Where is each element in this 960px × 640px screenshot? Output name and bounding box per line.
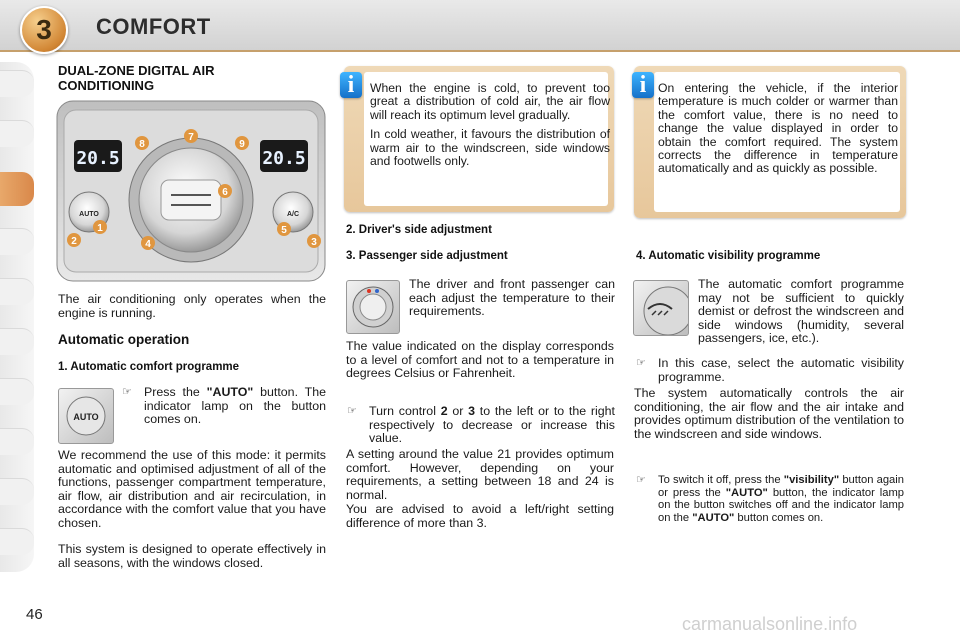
auto-thumb-label: AUTO [73, 412, 99, 422]
info-cold-engine-text [370, 82, 610, 168]
controls-text: The system automatically controls the air conditioning, the air flow and the air intake and provides optimum distribution of the ventilation to the windscreen and side windows. [634, 386, 904, 441]
ac-knob-label: A/C [286, 211, 300, 218]
callout-5: 5 [281, 225, 287, 236]
callout-7: 7 [188, 132, 194, 143]
callout-6: 6 [222, 187, 228, 198]
climate-panel-svg [56, 100, 326, 282]
callout-1: 1 [97, 223, 103, 234]
chapter-tab-8[interactable] [0, 428, 34, 455]
seasons-text: This system is designed to operate effectively in all seasons, with the windows closed. [58, 542, 326, 570]
advise-text: You are advised to avoid a left/right setting difference of more than 3. [346, 502, 614, 530]
turn-control-instruction [347, 404, 616, 446]
intro-text: The air conditioning only operates when the engine is running. [58, 292, 326, 320]
info-entering-text: On entering the vehicle, if the interior temperature is much colder or warmer than the comfort value, there is no need to change the value displayed in order to obtain the comfort required. The system corrects the difference in temperature automatically and as quickly as possible. [658, 81, 898, 176]
auto-knob-label: AUTO [79, 211, 99, 218]
chapter-tab-6[interactable] [0, 328, 34, 355]
adjust-text: The driver and front passenger can each adjust the temperature to their requirements. [409, 277, 615, 319]
climate-panel-illustration [56, 100, 326, 282]
callout-4: 4 [145, 239, 151, 250]
auto-button-svg [59, 389, 113, 443]
section-title-line-2: CONDITIONING [58, 78, 155, 93]
sub-heading-2: 2. Driver's side adjustment [346, 224, 492, 236]
turn-control-2: 2 [440, 404, 448, 418]
auto-button-thumbnail [58, 388, 114, 444]
right-temp-readout: 20.5 [262, 148, 306, 169]
recommend-text: We recommend the use of this mode: it permits automatic and optimised adjustment of all of the functions, passenger compartment temperature, air flow, air distribution and air recirculation, in accordance with the comfort value that you have chosen. [58, 448, 326, 530]
chapter-tab-2[interactable] [0, 120, 34, 147]
turn-control-3: 3 [468, 404, 476, 418]
sub-heading-1: 1. Automatic comfort programme [58, 361, 240, 373]
off-visibility-keyword: "visibility" [783, 474, 840, 486]
setting-text: A setting around the value 21 provides optimum comfort. However, depending on your requirements, a setting between 18 and 24 is normal. [346, 447, 614, 502]
select-visibility-instruction [636, 356, 904, 384]
off-auto-keyword: "AUTO" [725, 486, 768, 499]
chapter-tab-7[interactable] [0, 378, 34, 405]
switch-off-instruction [636, 474, 905, 524]
off-text-2: button again or press the [658, 474, 904, 499]
turn-or: or [447, 404, 469, 418]
page-title: COMFORT [96, 14, 211, 39]
off-auto-keyword-2: "AUTO" [692, 511, 735, 524]
not-enough-text: The automatic comfort programme may not be sufficient to quickly demist or defrost the windscreen and side windows (humidity, several passengers, ice, etc.). [698, 277, 904, 346]
callout-3: 3 [311, 237, 317, 248]
hand-pointer-icon: ☞ [122, 386, 132, 398]
section-title-line-1: DUAL-ZONE DIGITAL AIR [58, 63, 215, 78]
chapter-tab-9[interactable] [0, 478, 34, 505]
section-title [58, 63, 214, 93]
turn-pre: Turn control [369, 404, 441, 418]
info-icon: i [632, 72, 654, 98]
operation-title: Automatic operation [58, 332, 190, 347]
left-temp-readout: 20.5 [76, 148, 120, 169]
sub-heading-3: 3. Passenger side adjustment [346, 250, 508, 262]
info-cold-engine-p1: When the engine is cold, to prevent too great a distribution of cold air, the air flow will reach its optimum level gradually. [370, 81, 610, 122]
press-pre: Press the [144, 385, 207, 399]
chapter-tab-10[interactable] [0, 528, 34, 555]
temp-knob-thumbnail [346, 280, 400, 334]
callout-8: 8 [139, 139, 145, 150]
info-box-cold-engine [344, 66, 614, 212]
chapter-badge: 3 [20, 6, 68, 54]
callout-9: 9 [239, 139, 245, 150]
sub-heading-4: 4. Automatic visibility programme [636, 250, 821, 262]
press-post: button. The indicator lamp on the button comes on. [144, 385, 326, 427]
info-box-entering-vehicle [634, 66, 906, 218]
temp-knob-svg [347, 281, 399, 333]
info-icon: i [340, 72, 362, 98]
off-text-4: button comes on. [734, 511, 824, 524]
chapter-tab-5[interactable] [0, 278, 34, 305]
press-auto-keyword: "AUTO" [206, 385, 254, 399]
chapter-tab-3-active[interactable] [0, 172, 34, 206]
page-number: 46 [26, 606, 43, 623]
select-visibility-text: In this case, select the automatic visibility programme. [658, 356, 904, 384]
hand-pointer-icon: ☞ [636, 357, 646, 369]
turn-post: to the left or to the right respectively to decrease or increase this value. [369, 404, 616, 446]
off-text-1: To switch it off, press the [658, 474, 784, 486]
watermark: carmanualsonline.info [682, 614, 858, 634]
hand-pointer-icon: ☞ [636, 474, 646, 486]
visibility-button-thumbnail [633, 280, 689, 336]
chapter-tab-4[interactable] [0, 228, 34, 255]
value-text: The value indicated on the display corresponds to a level of comfort and not to a temperature in degrees Celsius or Fahrenheit. [346, 339, 614, 381]
press-auto-instruction [122, 385, 326, 427]
off-text-3: button, the indicator lamp on the button switches off and the indicator lamp on the [658, 486, 905, 524]
callout-2: 2 [71, 236, 77, 247]
windscreen-demist-icon [634, 281, 688, 335]
info-cold-engine-p2: In cold weather, it favours the distribution of warm air to the windscreen, side windows and footwells only. [370, 127, 610, 169]
hand-pointer-icon: ☞ [347, 405, 357, 417]
chapter-tab-1[interactable] [0, 70, 34, 97]
